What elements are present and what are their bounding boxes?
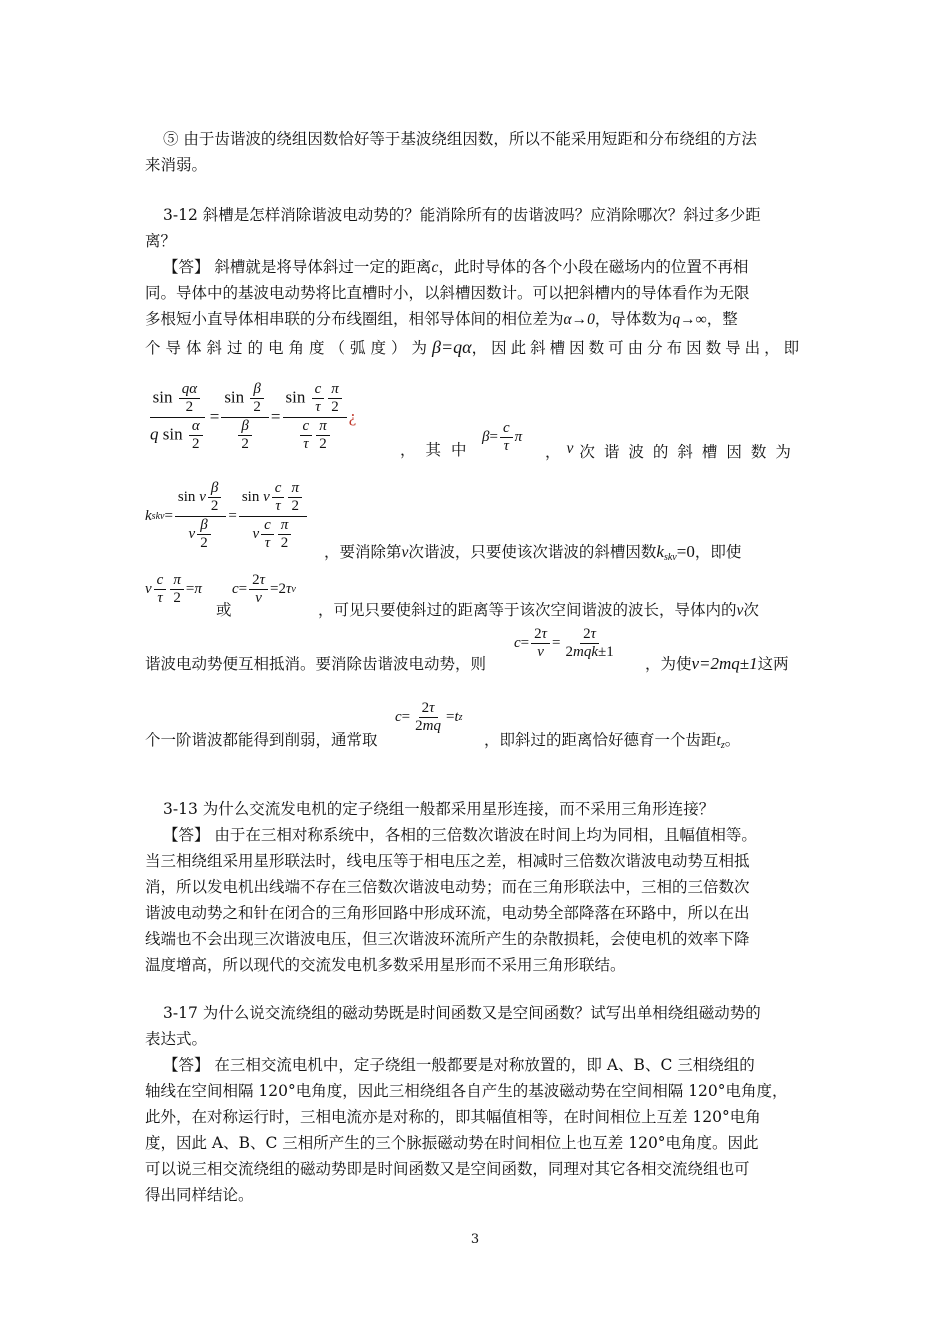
question-3-13: 3-13 为什么交流发电机的定子绕组一般都采用星形连接，而不采用三角形连接？ [163, 800, 715, 818]
text-fragment: ， ν 次谐波的斜槽因数为 [545, 440, 800, 461]
text-fragment: ，为使ν=2mq±1这两 [645, 654, 789, 673]
fraction: sin $\frac{c}{\tau}$ $\frac{\pi}{2}$ $\frac{c}{\tau}$ $\frac{\pi}{2}$ [283, 381, 347, 453]
answer-line: 个导体斜过的电角度（弧度）为β=qα，因此斜槽因数可由分布因数导出，即 [145, 337, 804, 357]
answer-line: 【答】 由于在三相对称系统中，各相的三倍数次谐波在时间上均为同相，且幅值相等。 [163, 826, 757, 844]
answer-line: 可以说三相交流绕组的磁动势即是时间函数又是空间函数，同理对其它各相交流绕组也可 [145, 1160, 750, 1178]
fraction: sin ν $\frac{c}{\tau}$ $\frac{\pi}{2}$ ν $\frac{c}{\tau}$ $\frac{\pi}{2}$ [239, 480, 307, 552]
answer-line: 【答】 斜槽就是将导体斜过一定的距离c，此时导体的各个小段在磁场内的位置不再相 [163, 258, 749, 276]
question-3-17-cont: 表达式。 [145, 1030, 208, 1048]
question-3-17: 3-17 为什么说交流绕组的磁动势既是时间函数又是空间函数？试写出单相绕组磁动势的 [163, 1004, 761, 1022]
text-fragment: ，可见只要使斜过的距离等于该次空间谐波的波长，导体内的ν次 [318, 601, 759, 619]
fraction: sin ν $\frac{\beta}{2}$ ν $\frac{\beta}{2}$ [175, 480, 226, 552]
answer-line: 同。导体中的基波电动势将比直槽时小，以斜槽因数计。可以把斜槽内的导体看作为无限 [145, 284, 750, 302]
paragraph-line: ⑤ 由于齿谐波的绕组因数恰好等于基波绕组因数，所以不能采用短距和分布绕组的方法 [163, 130, 757, 148]
answer-line: 消，所以发电机出线端不存在三倍数次谐波电动势；而在三角形联法中，三相的三倍数次 [145, 878, 750, 896]
skew-factor-equation: sin $\frac{q\alpha}{2}$ q sin $\frac{\alpha}{2}$ = sin $\frac{\beta}{2}$ $\frac{\beta}{2}$ = sin $\frac{c}{\tau}$ $\frac{\pi}{2}$ $\frac{c}{\tau}$ $\frac{\pi}{2}$ ¿ [145, 372, 356, 462]
answer-line: 得出同样结论。 [145, 1186, 254, 1204]
k-skv-equation: k skν = sin ν $\frac{\beta}{2}$ ν $\frac{\beta}{2}$ = sin ν $\frac{c}{\tau}$ $\frac{\pi}{2}$ ν $\frac{c}{\tau}$ $\frac{\pi}{2}$ [145, 474, 309, 558]
answer-line: 温度增高，所以现代的交流发电机多数采用星形而不采用三角形联结。 [145, 956, 626, 974]
text-fragment: 或 [216, 601, 232, 619]
text-fragment: ，即斜过的距离恰好德育一个齿距$t_z$。 [484, 731, 741, 751]
fraction: sin $\frac{q\alpha}{2}$ q sin $\frac{\alpha}{2}$ [147, 381, 208, 453]
answer-line: 线端也不会出现三次谐波电压，但三次谐波环流所产生的杂散损耗，会使电机的效率下降 [145, 930, 750, 948]
answer-line: 多根短小直导体相串联的分布线圈组，相邻导体间的相位差为α→0，导体数为q→∞，整 [145, 310, 738, 328]
tooth-harmonic-equation: c = $\frac{2\tau}{\nu}$ = $\frac{2\tau}{\text{2mqk±1}}$ [514, 626, 614, 661]
question-3-12-cont: 离？ [145, 232, 177, 250]
text-fragment: ，要消除第ν次谐波，只要使该次谐波的斜槽因数$k_{sk\nu}=0$，即使 [324, 542, 742, 563]
tooth-pitch-equation: c = $\frac{2\tau}{2mq}$ = t z [395, 700, 463, 735]
text-fragment: 个一阶谐波都能得到削弱，通常取 [145, 731, 378, 749]
fraction: sin $\frac{\beta}{2}$ $\frac{\beta}{2}$ [221, 381, 269, 453]
answer-line: 此外，在对称运行时，三相电流亦是对称的，即其幅值相等，在时间相位上互差 120°电角 [145, 1108, 761, 1126]
answer-line: 轴线在空间相隔 120°电角度，因此三相绕组各自产生的基波磁动势在空间相隔 120°电角度， [145, 1082, 788, 1100]
c-equation: c = $\frac{2\tau}{\nu}$ =2 τ ν [232, 572, 296, 607]
paragraph-line: 来消弱。 [145, 156, 208, 174]
answer-line: 当三相绕组采用星形联法时，线电压等于相电压之差，相减时三倍数次谐波电动势互相抵 [145, 852, 750, 870]
answer-line: 度，因此 A、B、C 三相所产生的三个脉振磁动势在时间相位上也互差 120°电角度。因此 [145, 1134, 759, 1152]
text-fragment: ，其中 [400, 441, 477, 459]
beta-equation: β = $\frac{c}{\tau}$ π [482, 420, 523, 455]
question-3-12: 3-12 斜槽是怎样消除谐波电动势的？能消除所有的齿谐波吗？应消除哪次？斜过多少距 [163, 206, 761, 224]
page-number: 3 [470, 1232, 480, 1247]
answer-line: 【答】 在三相交流电机中，定子绕组一般都要是对称放置的，即 A、B、C 三相绕组的 [163, 1056, 755, 1074]
nu-equation: ν $\frac{c}{\tau}$ $\frac{\pi}{2}$ = π [145, 572, 202, 607]
answer-line: 谐波电动势之和针在闭合的三角形回路中形成环流，电动势全部降落在环路中，所以在出 [145, 904, 750, 922]
text-fragment: 谐波电动势便互相抵消。要消除齿谐波电动势，则 [145, 655, 487, 673]
